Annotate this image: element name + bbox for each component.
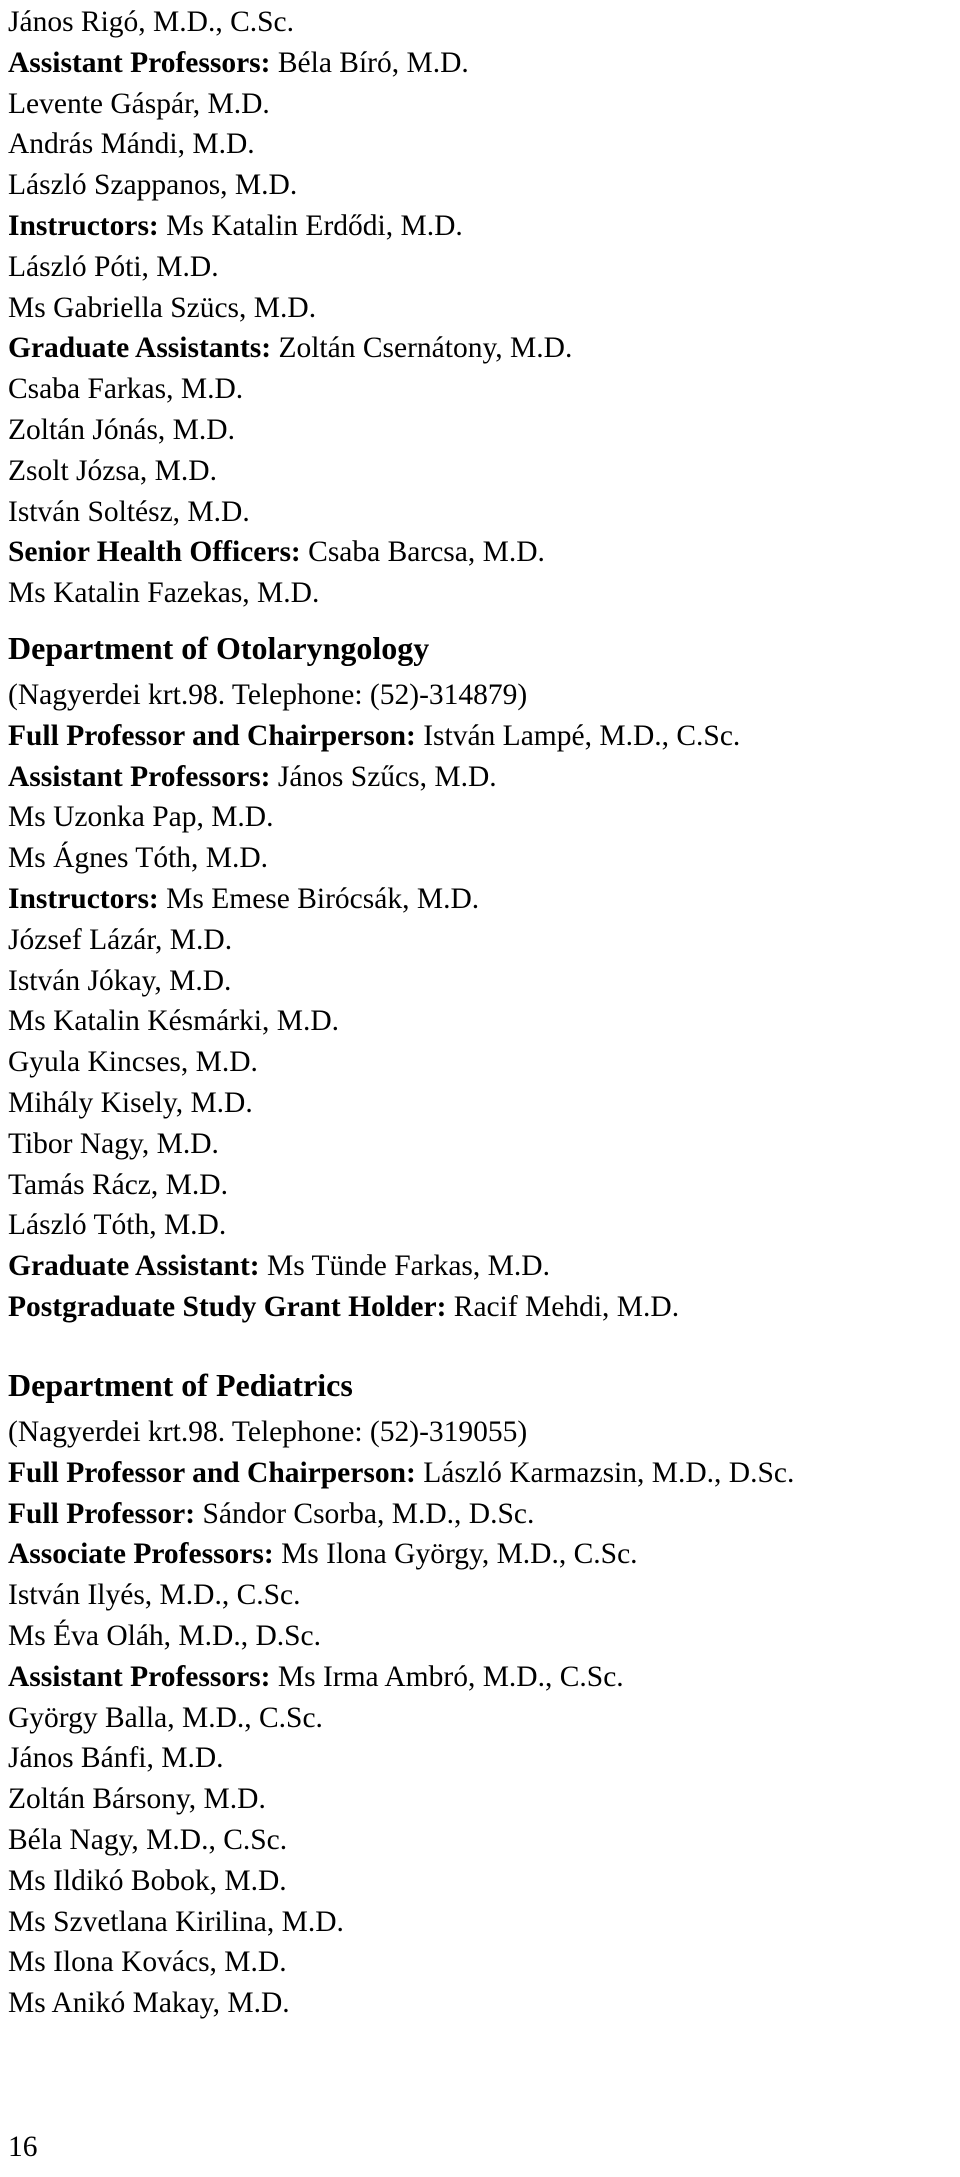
staff-name: László Karmazsin, M.D., D.Sc.	[415, 1456, 795, 1489]
staff-name: Csaba Farkas, M.D.	[8, 373, 244, 406]
staff-name: János Bánfi, M.D.	[8, 1742, 224, 1775]
staff-line	[8, 1534, 948, 1575]
staff-name: Zoltán Csernátony, M.D.	[271, 332, 573, 365]
staff-name: László Tóth, M.D.	[8, 1209, 227, 1242]
staff-line	[8, 1165, 948, 1206]
role-label: Graduate Assistant:	[8, 1250, 260, 1283]
staff-line	[8, 1412, 948, 1453]
staff-line	[8, 328, 948, 369]
staff-name: Zoltán Jónás, M.D.	[8, 413, 235, 446]
staff-line	[8, 1083, 948, 1124]
staff-name: Ms Ildikó Bobok, M.D.	[8, 1864, 287, 1897]
role-label: Graduate Assistants:	[8, 332, 272, 365]
staff-line	[8, 1738, 948, 1779]
staff-line	[8, 961, 948, 1002]
staff-line	[8, 1042, 948, 1083]
role-label: Full Professor:	[8, 1497, 196, 1530]
role-label: Full Professor and Chairperson:	[8, 719, 416, 752]
section-heading: Department of Pediatrics	[8, 1367, 353, 1403]
staff-line	[8, 410, 948, 451]
staff-line	[8, 1453, 948, 1494]
staff-line	[8, 451, 948, 492]
staff-name: Ms Ágnes Tóth, M.D.	[8, 842, 269, 875]
staff-name: Ms Uzonka Pap, M.D.	[8, 801, 274, 834]
staff-line	[8, 124, 948, 165]
staff-list-continued	[8, 2, 948, 614]
staff-name: Ms Tünde Farkas, M.D.	[259, 1250, 550, 1283]
staff-line	[8, 532, 948, 573]
role-label: Associate Professors:	[8, 1538, 274, 1571]
staff-line	[8, 492, 948, 533]
staff-name: István Lampé, M.D., C.Sc.	[415, 719, 741, 752]
staff-line	[8, 1942, 948, 1983]
role-label: Assistant Professors:	[8, 760, 271, 793]
staff-line	[8, 757, 948, 798]
role-label: Postgraduate Study Grant Holder:	[8, 1290, 447, 1323]
staff-line	[8, 206, 948, 247]
role-label: Instructors:	[8, 882, 159, 915]
staff-name: Béla Nagy, M.D., C.Sc.	[8, 1823, 288, 1856]
staff-name: Levente Gáspár, M.D.	[8, 87, 270, 120]
staff-name: István Jókay, M.D.	[8, 964, 232, 997]
role-label: Full Professor and Chairperson:	[8, 1456, 416, 1489]
staff-name: László Szappanos, M.D.	[8, 169, 298, 202]
otolaryngology-section	[8, 628, 948, 1328]
staff-name: György Balla, M.D., C.Sc.	[8, 1701, 323, 1734]
staff-name: Ms Katalin Fazekas, M.D.	[8, 577, 320, 610]
staff-line	[8, 1575, 948, 1616]
staff-line	[8, 675, 948, 716]
staff-name: (Nagyerdei krt.98. Telephone: (52)-314879)	[8, 679, 528, 711]
staff-line	[8, 1820, 948, 1861]
staff-line	[8, 1861, 948, 1902]
staff-name: Tibor Nagy, M.D.	[8, 1127, 219, 1160]
staff-name: Ms Emese Birócsák, M.D.	[158, 882, 480, 915]
staff-name: Ms Katalin Erdődi, M.D.	[158, 209, 463, 242]
staff-name: Ms Katalin Késmárki, M.D.	[8, 1005, 340, 1038]
staff-name: István Ilyés, M.D., C.Sc.	[8, 1579, 301, 1612]
staff-name: András Mándi, M.D.	[8, 128, 255, 161]
staff-line	[8, 1494, 948, 1535]
staff-name: Zoltán Bársony, M.D.	[8, 1783, 266, 1816]
staff-line	[8, 2, 948, 43]
staff-line	[8, 838, 948, 879]
staff-name: János Szűcs, M.D.	[270, 760, 497, 793]
staff-name: Ms Ilona Kovács, M.D.	[8, 1946, 287, 1979]
staff-line	[8, 84, 948, 125]
staff-line	[8, 1698, 948, 1739]
role-label: Senior Health Officers:	[8, 536, 301, 569]
role-label: Assistant Professors:	[8, 46, 271, 79]
staff-line	[8, 1001, 948, 1042]
staff-name: Ms Ilona György, M.D., C.Sc.	[273, 1538, 638, 1571]
staff-line	[8, 247, 948, 288]
staff-name: Gyula Kincses, M.D.	[8, 1046, 258, 1079]
staff-name: János Rigó, M.D., C.Sc.	[8, 6, 295, 38]
staff-line	[8, 1246, 948, 1287]
staff-name: Csaba Barcsa, M.D.	[300, 536, 545, 569]
staff-line	[8, 1983, 948, 2024]
staff-line	[8, 716, 948, 757]
staff-line	[8, 920, 948, 961]
staff-name: Mihály Kisely, M.D.	[8, 1086, 253, 1119]
staff-line	[8, 1902, 948, 1943]
staff-name: István Soltész, M.D.	[8, 495, 250, 528]
pediatrics-staff-list	[8, 1412, 948, 2024]
staff-name: Ms Anikó Makay, M.D.	[8, 1987, 290, 2020]
staff-name: Ms Irma Ambró, M.D., C.Sc.	[270, 1660, 624, 1693]
pediatrics-section	[8, 1365, 948, 2024]
staff-name: Ms Szvetlana Kirilina, M.D.	[8, 1905, 344, 1938]
staff-name: Ms Gabriella Szücs, M.D.	[8, 291, 317, 324]
staff-line	[8, 43, 948, 84]
staff-line	[8, 1287, 948, 1328]
role-label: Assistant Professors:	[8, 1660, 271, 1693]
staff-name: József Lázár, M.D.	[8, 923, 233, 956]
role-label: Instructors:	[8, 209, 159, 242]
staff-line	[8, 288, 948, 329]
staff-line	[8, 165, 948, 206]
staff-line	[8, 1616, 948, 1657]
page-number: 16	[8, 2131, 38, 2163]
staff-line	[8, 1124, 948, 1165]
staff-line	[8, 797, 948, 838]
staff-name: Béla Bíró, M.D.	[270, 46, 469, 79]
staff-name: (Nagyerdei krt.98. Telephone: (52)-319055)	[8, 1416, 528, 1448]
staff-name: Zsolt Józsa, M.D.	[8, 454, 217, 487]
staff-name: Racif Mehdi, M.D.	[446, 1290, 680, 1323]
staff-line	[8, 1205, 948, 1246]
staff-name: László Póti, M.D.	[8, 250, 219, 283]
staff-line	[8, 573, 948, 614]
staff-line	[8, 1779, 948, 1820]
section-heading: Department of Otolaryngology	[8, 630, 430, 666]
staff-line	[8, 1657, 948, 1698]
staff-line	[8, 879, 948, 920]
staff-name: Tamás Rácz, M.D.	[8, 1168, 228, 1201]
staff-name: Ms Éva Oláh, M.D., D.Sc.	[8, 1619, 322, 1652]
otolaryngology-staff-list	[8, 675, 948, 1328]
staff-line	[8, 369, 948, 410]
staff-name: Sándor Csorba, M.D., D.Sc.	[195, 1497, 535, 1530]
